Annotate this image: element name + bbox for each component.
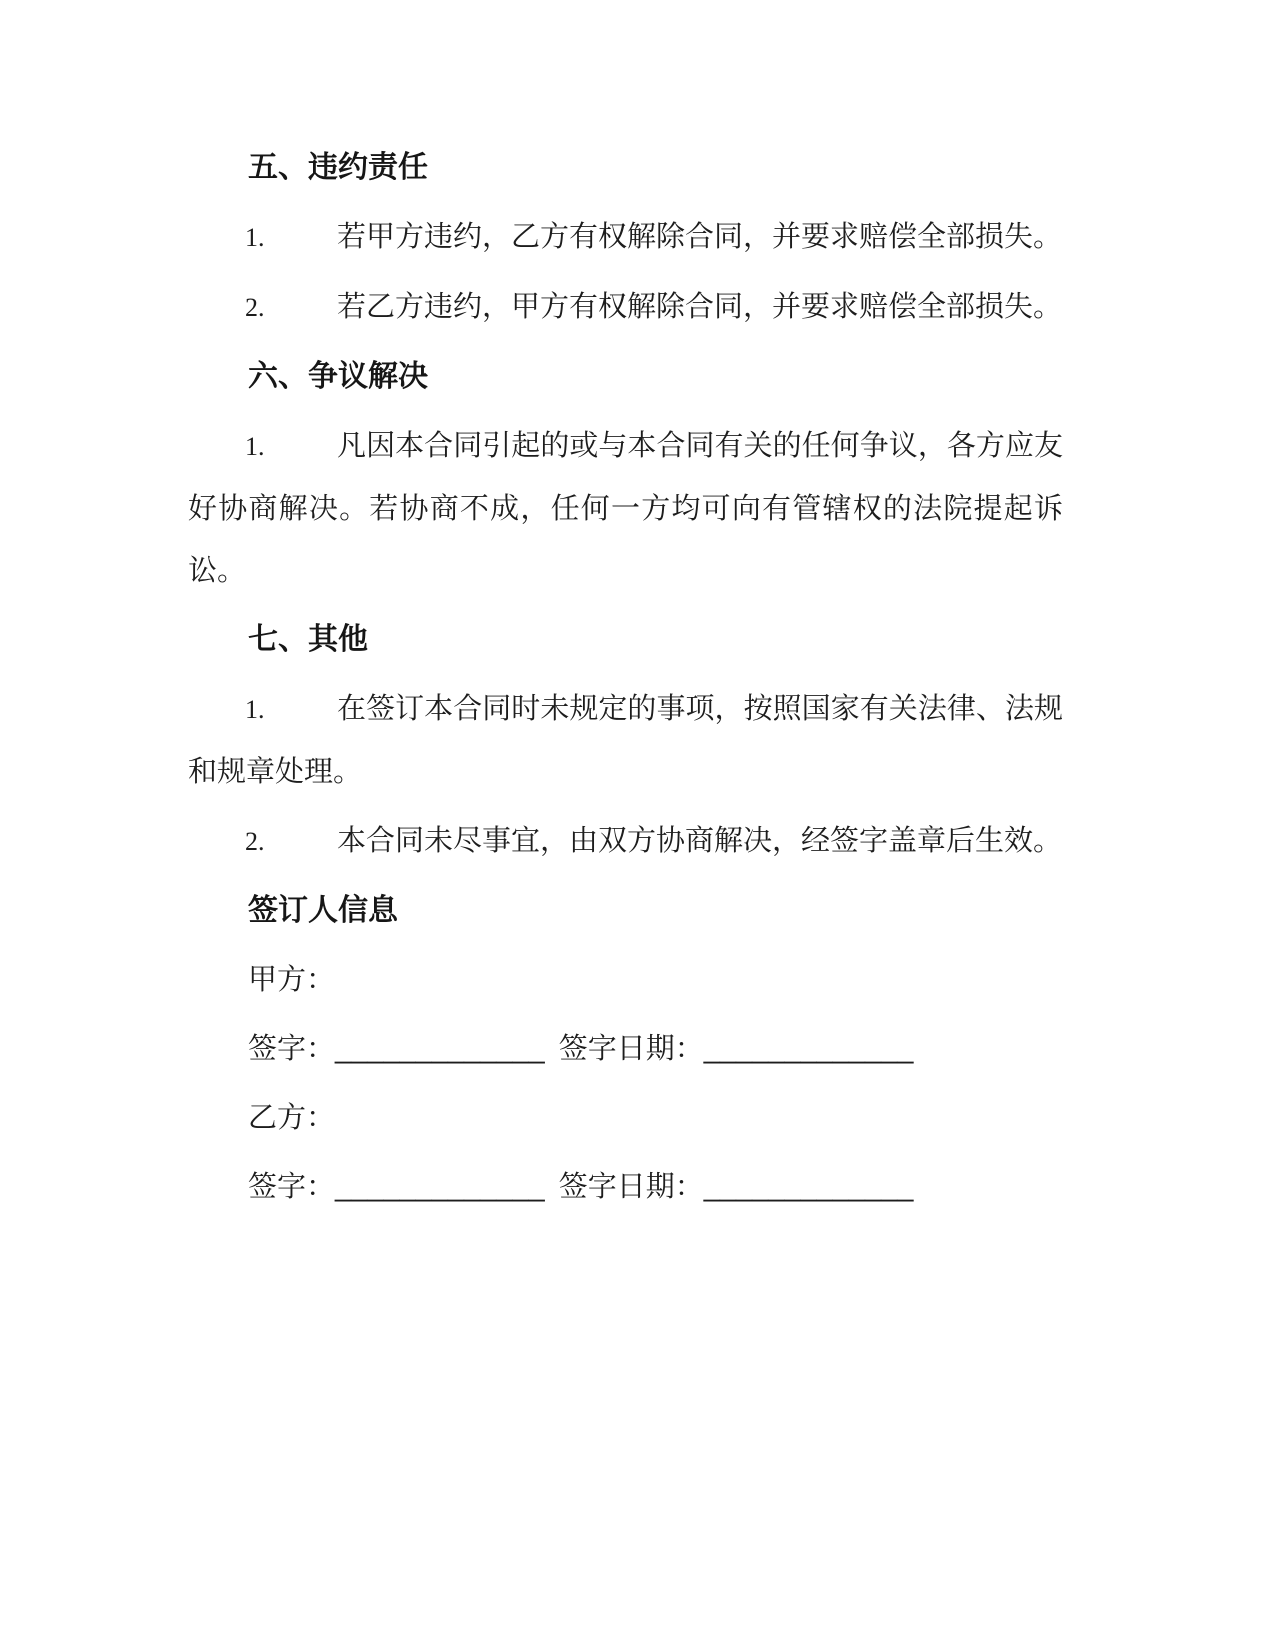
clause-item xyxy=(188,276,1063,339)
date-blank-line: _____________ xyxy=(703,1033,914,1065)
signing-info-heading: 签订人信息 xyxy=(248,894,398,927)
clause-text: 若甲方违约，乙方有权解除合同，并要求赔偿全部损失。 xyxy=(337,221,1063,253)
clause-item xyxy=(188,415,1063,602)
section-dispute-resolution xyxy=(188,346,1063,602)
party-b-signature-row xyxy=(248,1156,1063,1218)
signature-blank-line: _____________ xyxy=(335,1033,545,1065)
date-blank-line: _____________ xyxy=(703,1171,914,1203)
section-heading: 五、违约责任 xyxy=(248,151,428,184)
sign-date-label: 签字日期： xyxy=(558,1033,704,1065)
sign-label: 签字： xyxy=(248,1171,336,1203)
section-heading: 六、争议解决 xyxy=(248,360,428,393)
clause-item xyxy=(188,810,1063,873)
section-heading: 七、其他 xyxy=(248,623,368,656)
clause-number: 1. xyxy=(245,695,265,724)
section-miscellaneous xyxy=(188,609,1063,873)
clause-text: 若乙方违约，甲方有权解除合同，并要求赔偿全部损失。 xyxy=(337,291,1063,323)
party-a-label: 甲方： xyxy=(248,964,336,996)
sign-label: 签字： xyxy=(248,1033,336,1065)
clause-number: 2. xyxy=(245,293,265,322)
clause-item xyxy=(188,678,1063,803)
section-breach-liability xyxy=(188,137,1063,339)
sign-date-label: 签字日期： xyxy=(558,1171,704,1203)
clause-text: 本合同未尽事宜，由双方协商解决，经签字盖章后生效。 xyxy=(337,825,1063,857)
clause-text: 凡因本合同引起的或与本合同有关的任何争议，各方应友好协商解决。若协商不成，任何一方均可向有管辖权的法院提起诉讼。 xyxy=(188,430,1063,587)
clause-text: 在签订本合同时未规定的事项，按照国家有关法律、法规和规章处理。 xyxy=(188,693,1063,788)
signing-section xyxy=(188,880,1063,1218)
signature-blank-line: _____________ xyxy=(335,1171,545,1203)
clause-number: 1. xyxy=(245,432,265,461)
party-a-signature-row xyxy=(248,1018,1063,1080)
clause-number: 2. xyxy=(245,827,265,856)
party-b-label: 乙方： xyxy=(248,1102,336,1134)
clause-item xyxy=(188,206,1063,269)
clause-number: 1. xyxy=(245,223,265,252)
